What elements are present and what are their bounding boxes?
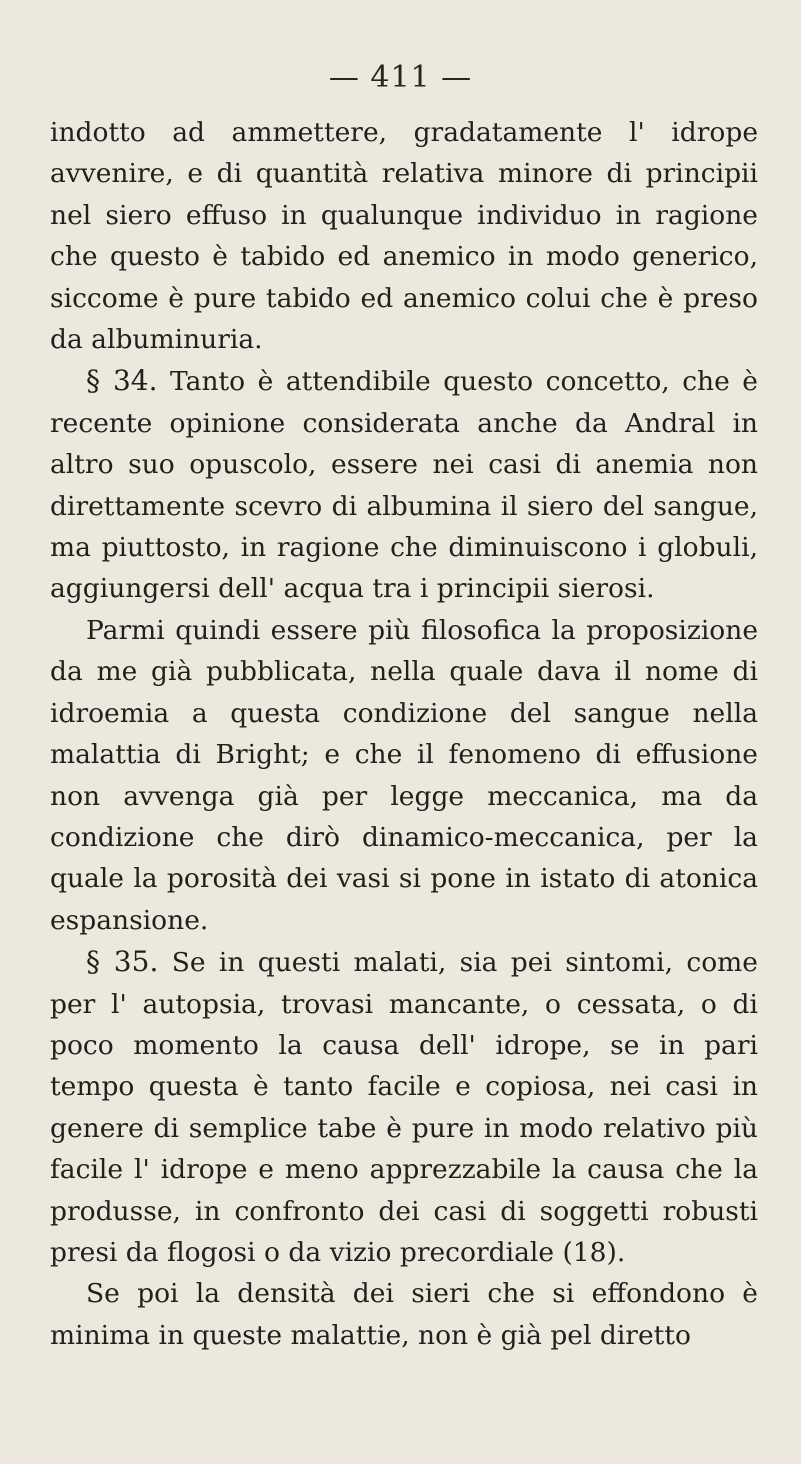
section-marker: § 34. <box>86 364 158 398</box>
paragraph-text: Parmi quindi essere più filosofica la proposizione da me già pubblicata, nella quale dava il nome di idroemia a questa condizione del sangue nella malattia di Bright; e che il fenomeno di effusione non avvenga già per legge meccanica, ma da condizione che dirò dinamico-meccanica, per la quale la porosità dei vasi si pone in istato di atonica espansione. <box>50 614 758 936</box>
body-text <box>50 112 758 1356</box>
paragraph-text: Tanto è attendibile questo concetto, che è recente opinione considerata anche da Andral in altro suo opuscolo, essere nei casi di anemia non direttamente scevro di albumina il siero del sangue, ma piuttosto, in ragione che diminuiscono i globuli, aggiungersi dell' acqua tra i principii sierosi. <box>50 366 758 605</box>
paragraph-text: indotto ad ammettere, gradatamente l' idrope avvenire, e di quantità relativa minore di principii nel siero effuso in qualunque individuo in ragione che questo è tabido ed anemico in modo generico, siccome è pure tabido ed anemico colui che è preso da albuminuria. <box>50 117 758 356</box>
paragraph-text: Se in questi malati, sia pei sintomi, come per l' autopsia, trovasi mancante, o cessata, o di poco momento la causa dell' idrope, se in pari tempo questa è tanto facile e copiosa, nei casi in genere di semplice tabe è pure in modo relativo più facile l' idrope e meno apprezzabile la causa che la produsse, in confronto dei casi di soggetti robusti presi da flogosi o da vizio precordiale (18). <box>50 947 758 1268</box>
paragraph-continued <box>50 112 758 360</box>
paragraph-parmi <box>50 610 758 941</box>
paragraph-text: Se poi la densità dei sieri che si effondono è minima in queste malattie, non è già pel diretto <box>50 1278 758 1351</box>
paragraph-section-34 <box>50 360 758 609</box>
paragraph-se-poi <box>50 1273 758 1356</box>
section-marker: § 35. <box>86 945 159 979</box>
paragraph-section-35 <box>50 941 758 1273</box>
page-number-header: — 411 — <box>328 60 473 95</box>
